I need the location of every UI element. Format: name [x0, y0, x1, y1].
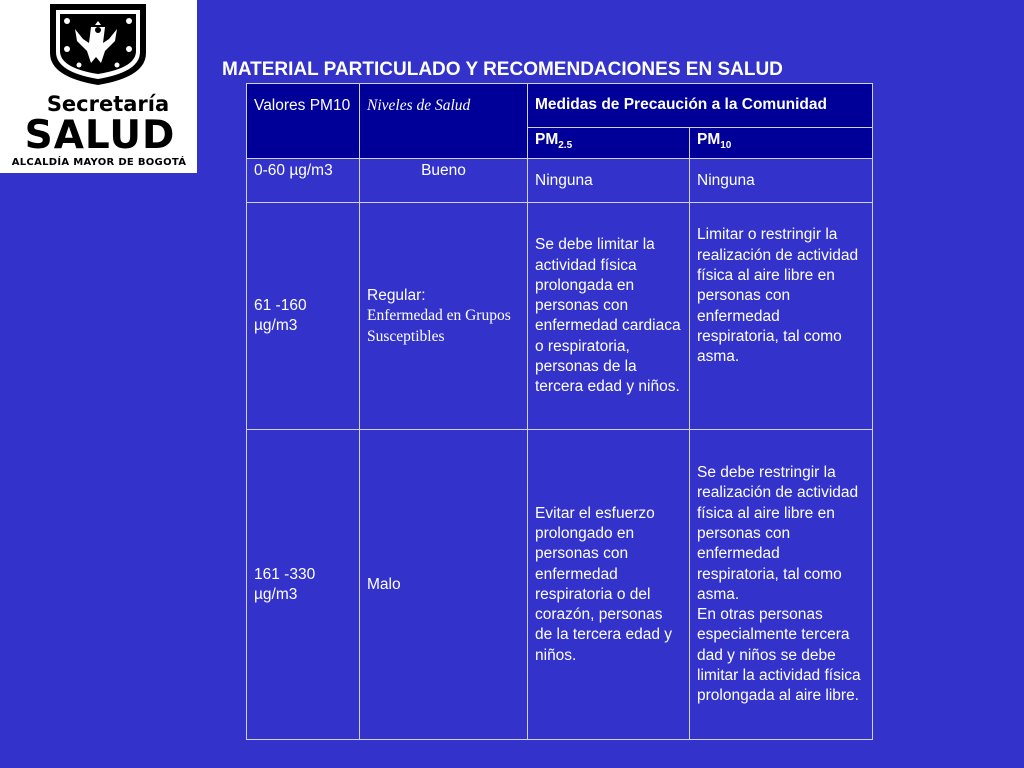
table-row: [247, 203, 873, 430]
pm10-text: Se debe restringir la realización de actividad física al aire libre en personas con enfermedad respiratoria, tal como asma.: [697, 464, 859, 603]
cell-nivel: Bueno: [360, 159, 528, 203]
logo-salud-text: SALUD: [24, 113, 176, 158]
cell-valor: 161 -330 µg/m3: [247, 430, 360, 740]
cell-pm25: Ninguna: [528, 159, 690, 203]
cell-nivel: Malo: [360, 430, 528, 740]
header-valores: Valores PM10: [247, 84, 360, 159]
cell-pm25: Se debe limitar la actividad física prolongada en personas con enfermedad cardiaca o respiratoria, personas de la tercera edad y niños.: [528, 203, 690, 430]
nivel-label: Regular:: [367, 286, 426, 304]
header-pm25: $PM_{2.5}$: [528, 128, 690, 159]
header-pm10: $PM_{10}$: [690, 128, 873, 159]
pm10-extra-text: En otras personas especialmente tercera dad y niños se debe limitar la actividad física prolongada al aire libre.: [697, 606, 861, 705]
header-niveles: Niveles de Salud: [360, 84, 528, 159]
secretaria-salud-logo: [0, 0, 197, 173]
cell-pm10: Limitar o restringir la realización de actividad física al aire libre en personas con enfermedad respiratoria, tal como asma.: [690, 203, 873, 430]
coat-of-arms-icon: [49, 3, 147, 86]
table-row: [247, 430, 873, 740]
pm-health-table: [246, 83, 873, 740]
cell-valor: 61 -160 µg/m3: [247, 203, 360, 430]
table-row: [247, 159, 873, 203]
page-title: MATERIAL PARTICULADO Y RECOMENDACIONES EN SALUD: [222, 59, 783, 80]
cell-pm10: [690, 430, 873, 740]
logo-secretaria-text: Secretaría: [46, 92, 170, 116]
cell-pm10: Ninguna: [690, 159, 873, 203]
cell-pm25: Evitar el esfuerzo prolongado en personas con enfermedad respiratoria o del corazón, personas de la tercera edad y niños.: [528, 430, 690, 740]
cell-nivel: [360, 203, 528, 430]
nivel-detail: Enfermedad en Grupos Susceptibles: [367, 307, 511, 345]
logo-alcaldia-text: ALCALDÍA MAYOR DE BOGOTÁ: [11, 157, 187, 168]
cell-valor: 0-60 µg/m3: [247, 159, 360, 203]
header-medidas: Medidas de Precaución a la Comunidad: [528, 84, 873, 128]
